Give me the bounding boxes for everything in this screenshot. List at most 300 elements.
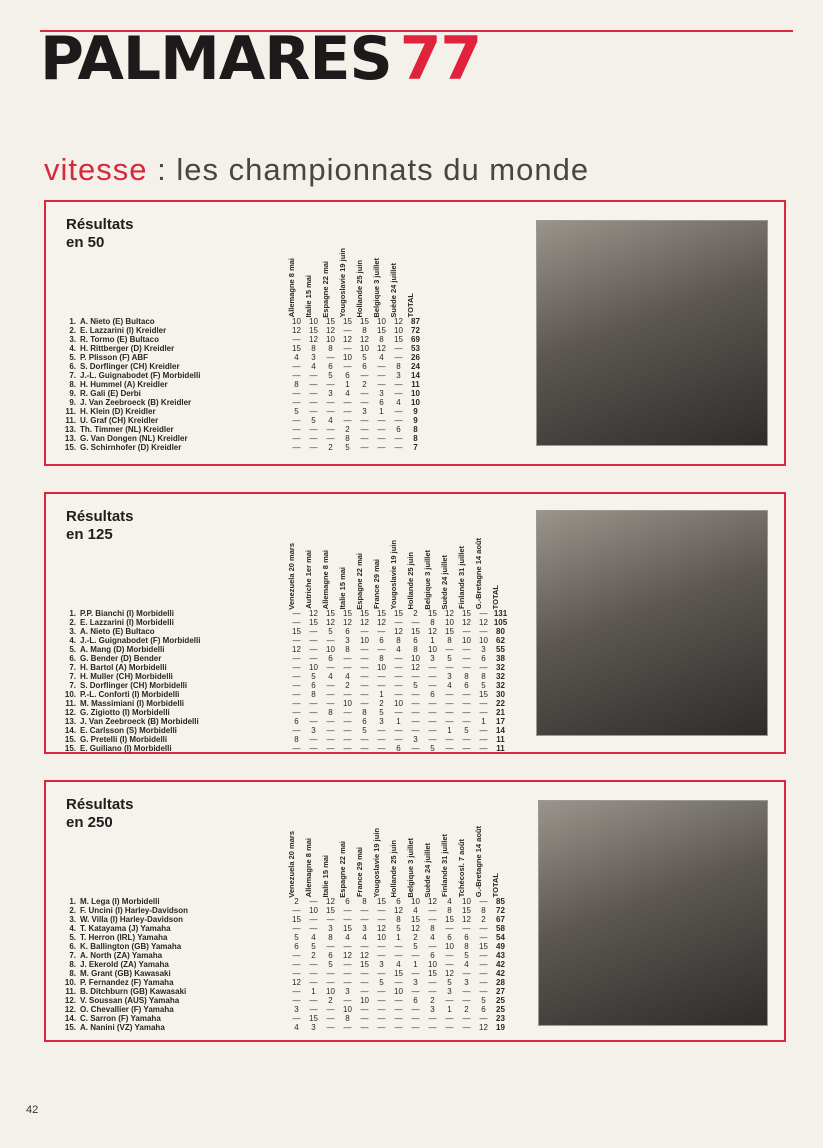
- rider-name-cell: P.-L. Conforti (I) Morbidelli: [80, 690, 180, 700]
- points-cell: —: [292, 672, 301, 682]
- points-cell: —: [292, 744, 301, 754]
- total-cell: 11: [411, 380, 420, 390]
- points-cell: 15: [411, 627, 420, 637]
- total-cell: 87: [411, 317, 420, 327]
- points-cell: 15: [479, 690, 488, 700]
- points-cell: 1: [379, 407, 384, 417]
- points-cell: —: [377, 987, 386, 997]
- points-cell: —: [292, 906, 301, 916]
- table-row: [62, 663, 509, 672]
- points-cell: 8: [413, 645, 418, 655]
- points-cell: —: [445, 708, 454, 718]
- table-row: [62, 362, 424, 371]
- points-cell: —: [462, 1014, 471, 1024]
- points-cell: —: [309, 645, 318, 655]
- points-cell: 8: [481, 906, 486, 916]
- points-cell: —: [377, 951, 386, 961]
- rank-header: [62, 538, 80, 609]
- points-cell: —: [309, 969, 318, 979]
- points-cell: 8: [481, 672, 486, 682]
- rank-cell: 13.: [64, 425, 76, 435]
- column-header: [424, 538, 441, 609]
- total-cell: 30: [496, 690, 505, 700]
- total-cell: 67: [496, 915, 505, 925]
- points-cell: —: [360, 915, 369, 925]
- rider-name-cell: G. Schirnhofer (D) Kreidler: [80, 443, 182, 453]
- points-cell: 10: [394, 987, 403, 997]
- points-cell: 5: [464, 726, 469, 736]
- points-cell: —: [479, 1014, 488, 1024]
- rider-name-cell: U. Graf (CH) Kreidler: [80, 416, 159, 426]
- points-cell: 1: [396, 933, 401, 943]
- column-header-label: Suède 24 juillet: [423, 842, 432, 898]
- rank-cell: 12.: [64, 996, 76, 1006]
- points-cell: 8: [294, 735, 299, 745]
- points-cell: 12: [394, 627, 403, 637]
- results-table: [62, 826, 509, 1032]
- points-cell: —: [377, 362, 386, 372]
- points-cell: —: [394, 1014, 403, 1024]
- points-cell: —: [479, 627, 488, 637]
- rider-name-cell: J. Van Zeebroeck (B) Morbidelli: [80, 717, 199, 727]
- column-header: [356, 538, 373, 609]
- column-header: [458, 826, 475, 897]
- column-header: [305, 538, 322, 609]
- points-cell: —: [394, 942, 403, 952]
- column-header: [339, 538, 356, 609]
- points-cell: 6: [481, 1005, 486, 1015]
- rank-cell: 7.: [69, 951, 76, 961]
- points-cell: 15: [377, 609, 386, 619]
- table-row: [62, 434, 424, 443]
- points-cell: —: [292, 663, 301, 673]
- points-cell: 5: [311, 672, 316, 682]
- points-cell: 3: [447, 672, 452, 682]
- points-cell: —: [360, 645, 369, 655]
- points-cell: 15: [343, 317, 352, 327]
- points-cell: 3: [430, 654, 435, 664]
- total-cell: 80: [496, 627, 505, 637]
- table-row: [62, 708, 509, 717]
- points-cell: 6: [311, 681, 316, 691]
- points-cell: —: [292, 960, 301, 970]
- points-cell: —: [394, 978, 403, 988]
- rider-photo: [538, 800, 768, 1026]
- points-cell: 5: [328, 960, 333, 970]
- points-cell: —: [343, 960, 352, 970]
- table-row: [62, 960, 509, 969]
- points-cell: —: [394, 996, 403, 1006]
- points-cell: —: [343, 735, 352, 745]
- points-cell: —: [292, 636, 301, 646]
- rider-name-cell: S. Dorflinger (CH) Kreidler: [80, 362, 180, 372]
- points-cell: 3: [413, 735, 418, 745]
- points-cell: —: [326, 636, 335, 646]
- points-cell: —: [343, 690, 352, 700]
- points-cell: 10: [326, 645, 335, 655]
- points-cell: —: [394, 726, 403, 736]
- table-row: [62, 416, 424, 425]
- points-cell: —: [360, 654, 369, 664]
- points-cell: —: [360, 434, 369, 444]
- rank-cell: 1.: [69, 609, 76, 619]
- total-cell: 32: [496, 663, 505, 673]
- column-header-label: Belgique 3 juillet: [406, 837, 415, 898]
- points-cell: 1: [396, 717, 401, 727]
- points-cell: —: [445, 924, 454, 934]
- points-cell: 8: [362, 897, 367, 907]
- points-cell: 4: [328, 672, 333, 682]
- total-cell: 24: [411, 362, 420, 372]
- points-cell: 6: [294, 717, 299, 727]
- points-cell: —: [394, 389, 403, 399]
- column-header-label: G.-Bretagne 14 août: [474, 826, 483, 898]
- points-cell: 8: [430, 618, 435, 628]
- points-cell: 4: [379, 353, 384, 363]
- points-cell: —: [292, 726, 301, 736]
- points-cell: —: [326, 717, 335, 727]
- column-header: [407, 826, 424, 897]
- rank-cell: 6.: [69, 362, 76, 372]
- points-cell: 8: [464, 672, 469, 682]
- points-cell: —: [462, 699, 471, 709]
- table-row: [62, 443, 424, 452]
- column-header: [441, 538, 458, 609]
- points-cell: 1: [481, 717, 486, 727]
- total-cell: 19: [496, 1023, 505, 1033]
- points-cell: 8: [379, 335, 384, 345]
- rider-name-cell: H. Muller (CH) Morbidelli: [80, 672, 173, 682]
- points-cell: 10: [445, 942, 454, 952]
- total-cell: 58: [496, 924, 505, 934]
- rider-name-cell: H. Bartol (A) Morbidelli: [80, 663, 167, 673]
- rank-cell: 4.: [69, 344, 76, 354]
- points-cell: —: [479, 933, 488, 943]
- points-cell: —: [377, 416, 386, 426]
- points-cell: —: [292, 699, 301, 709]
- rider-photo: [536, 510, 768, 736]
- points-cell: —: [479, 726, 488, 736]
- points-cell: 15: [309, 618, 318, 628]
- points-cell: —: [445, 951, 454, 961]
- points-cell: —: [309, 708, 318, 718]
- points-cell: —: [292, 425, 301, 435]
- points-cell: —: [309, 897, 318, 907]
- points-cell: 12: [462, 618, 471, 628]
- points-cell: 6: [464, 933, 469, 943]
- total-cell: 26: [411, 353, 420, 363]
- points-cell: 12: [292, 326, 301, 336]
- points-cell: —: [428, 1023, 437, 1033]
- rider-name-cell: H. Klein (D) Kreidler: [80, 407, 156, 417]
- points-cell: —: [360, 398, 369, 408]
- points-cell: —: [326, 726, 335, 736]
- points-cell: 1: [379, 690, 384, 700]
- points-cell: 6: [345, 371, 350, 381]
- rank-header: [62, 826, 80, 897]
- points-cell: —: [309, 425, 318, 435]
- points-cell: —: [411, 1005, 420, 1015]
- points-cell: 8: [328, 708, 333, 718]
- points-cell: —: [377, 425, 386, 435]
- points-cell: —: [377, 443, 386, 453]
- points-cell: 5: [447, 654, 452, 664]
- rider-name-cell: T. Herron (IRL) Yamaha: [80, 933, 168, 943]
- points-cell: —: [377, 645, 386, 655]
- rider-name-cell: S. Dorflinger (CH) Morbidelli: [80, 681, 188, 691]
- points-cell: —: [377, 906, 386, 916]
- points-cell: 3: [311, 353, 316, 363]
- points-cell: 10: [326, 987, 335, 997]
- rider-name-cell: P.P. Bianchi (I) Morbidelli: [80, 609, 174, 619]
- points-cell: 2: [345, 425, 350, 435]
- points-cell: —: [326, 353, 335, 363]
- points-cell: 12: [445, 969, 454, 979]
- points-cell: 4: [294, 1023, 299, 1033]
- points-cell: 6: [464, 681, 469, 691]
- column-header: [373, 248, 390, 317]
- total-cell: 42: [496, 960, 505, 970]
- column-header: [373, 826, 390, 897]
- points-cell: —: [411, 1014, 420, 1024]
- column-header-label: Hollande 25 juin: [389, 839, 398, 898]
- points-cell: —: [326, 690, 335, 700]
- points-cell: 3: [311, 1023, 316, 1033]
- points-cell: —: [343, 969, 352, 979]
- points-cell: 10: [309, 317, 318, 327]
- rider-name-cell: O. Chevallier (F) Yamaha: [80, 1005, 174, 1015]
- column-header: [475, 826, 492, 897]
- points-cell: —: [360, 416, 369, 426]
- table-row: [62, 618, 509, 627]
- total-cell: 22: [496, 699, 505, 709]
- total-cell: 38: [496, 654, 505, 664]
- points-cell: —: [428, 915, 437, 925]
- points-cell: —: [394, 416, 403, 426]
- points-cell: 2: [362, 380, 367, 390]
- points-cell: 1: [447, 1005, 452, 1015]
- page-number: 42: [26, 1104, 39, 1116]
- points-cell: —: [360, 906, 369, 916]
- total-cell: 42: [496, 969, 505, 979]
- points-cell: —: [309, 636, 318, 646]
- rank-cell: 11.: [65, 987, 76, 997]
- rank-cell: 8.: [69, 960, 76, 970]
- column-header: [390, 826, 407, 897]
- points-cell: 15: [377, 897, 386, 907]
- column-header: [356, 826, 373, 897]
- points-cell: —: [445, 996, 454, 1006]
- section-heading-line2: en 50: [66, 234, 105, 251]
- table-row: [62, 645, 509, 654]
- points-cell: 2: [379, 699, 384, 709]
- points-cell: —: [343, 654, 352, 664]
- points-cell: —: [292, 708, 301, 718]
- points-cell: 10: [360, 344, 369, 354]
- points-cell: 3: [430, 1005, 435, 1015]
- points-cell: 4: [294, 353, 299, 363]
- points-cell: —: [360, 1014, 369, 1024]
- rank-cell: 4.: [69, 636, 76, 646]
- points-cell: 12: [394, 906, 403, 916]
- rank-cell: 10.: [64, 978, 76, 988]
- points-cell: 2: [328, 996, 333, 1006]
- points-cell: 5: [379, 978, 384, 988]
- points-cell: —: [394, 951, 403, 961]
- column-header-label: Yougoslavie 19 juin: [338, 248, 347, 318]
- points-cell: —: [462, 744, 471, 754]
- points-cell: —: [394, 681, 403, 691]
- points-cell: —: [479, 699, 488, 709]
- points-cell: 8: [464, 942, 469, 952]
- points-cell: —: [462, 969, 471, 979]
- points-cell: —: [394, 618, 403, 628]
- points-cell: —: [479, 987, 488, 997]
- table-row: [62, 335, 424, 344]
- rider-header: [80, 538, 288, 609]
- points-cell: —: [411, 744, 420, 754]
- subtitle-highlight: vitesse: [44, 152, 148, 187]
- points-cell: 2: [413, 609, 418, 619]
- points-cell: —: [292, 434, 301, 444]
- total-cell: 62: [496, 636, 505, 646]
- points-cell: —: [360, 1023, 369, 1033]
- rider-name-cell: E. Guiliano (I) Morbidelli: [80, 744, 172, 754]
- rank-cell: 14.: [64, 1014, 76, 1024]
- points-cell: —: [309, 654, 318, 664]
- points-cell: —: [394, 443, 403, 453]
- points-cell: 12: [377, 344, 386, 354]
- points-cell: —: [292, 654, 301, 664]
- rider-name-cell: W. Villa (I) Harley-Davidson: [80, 915, 183, 925]
- points-cell: 15: [326, 906, 335, 916]
- points-cell: —: [428, 699, 437, 709]
- points-cell: —: [292, 443, 301, 453]
- points-cell: 12: [462, 915, 471, 925]
- points-cell: 12: [343, 618, 352, 628]
- points-cell: 12: [309, 609, 318, 619]
- rank-cell: 14.: [64, 726, 76, 736]
- points-cell: 10: [411, 897, 420, 907]
- points-cell: —: [445, 645, 454, 655]
- column-header-label: France 29 mai: [372, 559, 381, 610]
- points-cell: 10: [462, 636, 471, 646]
- points-cell: 12: [360, 335, 369, 345]
- points-cell: 2: [345, 681, 350, 691]
- points-cell: 12: [394, 317, 403, 327]
- points-cell: 1: [430, 636, 435, 646]
- table-row: [62, 371, 424, 380]
- results-panel-50cc: [44, 200, 786, 466]
- column-header-label: Venezuela 20 mars: [287, 542, 296, 610]
- points-cell: 5: [362, 353, 367, 363]
- points-cell: —: [326, 978, 335, 988]
- rider-name-cell: A. North (ZA) Yamaha: [80, 951, 163, 961]
- section-heading-line2: en 125: [66, 526, 113, 543]
- points-cell: 15: [326, 317, 335, 327]
- points-cell: 10: [428, 645, 437, 655]
- points-cell: —: [326, 663, 335, 673]
- points-cell: —: [292, 951, 301, 961]
- points-cell: 6: [345, 627, 350, 637]
- points-cell: 5: [481, 681, 486, 691]
- table-row: [62, 699, 509, 708]
- points-cell: 10: [309, 663, 318, 673]
- points-cell: 10: [343, 1005, 352, 1015]
- rider-name-cell: A. Nieto (E) Bultaco: [80, 317, 155, 327]
- rank-cell: 3.: [69, 335, 76, 345]
- title-palmares: PALMARES: [40, 24, 392, 94]
- rider-name-cell: F. Uncini (I) Harley-Davidson: [80, 906, 189, 916]
- rider-name-cell: B. Ditchburn (GB) Kawasaki: [80, 987, 187, 997]
- points-cell: 4: [447, 681, 452, 691]
- points-cell: 4: [396, 398, 401, 408]
- points-cell: —: [360, 987, 369, 997]
- points-cell: —: [343, 1023, 352, 1033]
- points-cell: —: [479, 663, 488, 673]
- points-cell: 3: [362, 407, 367, 417]
- table-row: [62, 425, 424, 434]
- points-cell: —: [326, 681, 335, 691]
- points-cell: —: [394, 663, 403, 673]
- total-cell: 8: [413, 434, 418, 444]
- rider-name-cell: G. Pretelli (I) Morbidelli: [80, 735, 168, 745]
- points-cell: —: [309, 398, 318, 408]
- column-header: [339, 248, 356, 317]
- points-cell: —: [309, 443, 318, 453]
- points-cell: —: [462, 996, 471, 1006]
- points-cell: 12: [479, 618, 488, 628]
- points-cell: —: [326, 1023, 335, 1033]
- points-cell: —: [428, 708, 437, 718]
- table-row: [62, 654, 509, 663]
- column-header-label: Finlande 31 juillet: [457, 546, 466, 610]
- points-cell: 3: [345, 636, 350, 646]
- points-cell: 10: [411, 654, 420, 664]
- points-cell: 8: [396, 362, 401, 372]
- points-cell: —: [343, 726, 352, 736]
- table-row: [62, 609, 509, 618]
- points-cell: —: [411, 1023, 420, 1033]
- column-header-label: Italie 15 mai: [338, 566, 347, 610]
- page-title: [40, 26, 481, 92]
- points-cell: 10: [394, 326, 403, 336]
- points-cell: 6: [481, 654, 486, 664]
- points-cell: 15: [309, 326, 318, 336]
- points-cell: —: [309, 699, 318, 709]
- rider-name-cell: A. Nieto (E) Bultaco: [80, 627, 155, 637]
- column-header: [288, 826, 305, 897]
- points-cell: —: [428, 987, 437, 997]
- column-header: [288, 538, 305, 609]
- points-cell: 3: [481, 645, 486, 655]
- total-cell: 25: [496, 996, 505, 1006]
- points-cell: 3: [464, 978, 469, 988]
- points-cell: 12: [343, 951, 352, 961]
- section-heading-line1: Résultats: [66, 796, 134, 813]
- points-cell: 15: [360, 609, 369, 619]
- points-cell: 12: [326, 326, 335, 336]
- points-cell: 1: [413, 960, 418, 970]
- column-header: [339, 826, 356, 897]
- points-cell: —: [292, 389, 301, 399]
- points-cell: 4: [311, 362, 316, 372]
- points-cell: 4: [345, 672, 350, 682]
- points-cell: 10: [292, 317, 301, 327]
- points-cell: —: [462, 1023, 471, 1033]
- points-cell: 5: [362, 726, 367, 736]
- table-row: [62, 407, 424, 416]
